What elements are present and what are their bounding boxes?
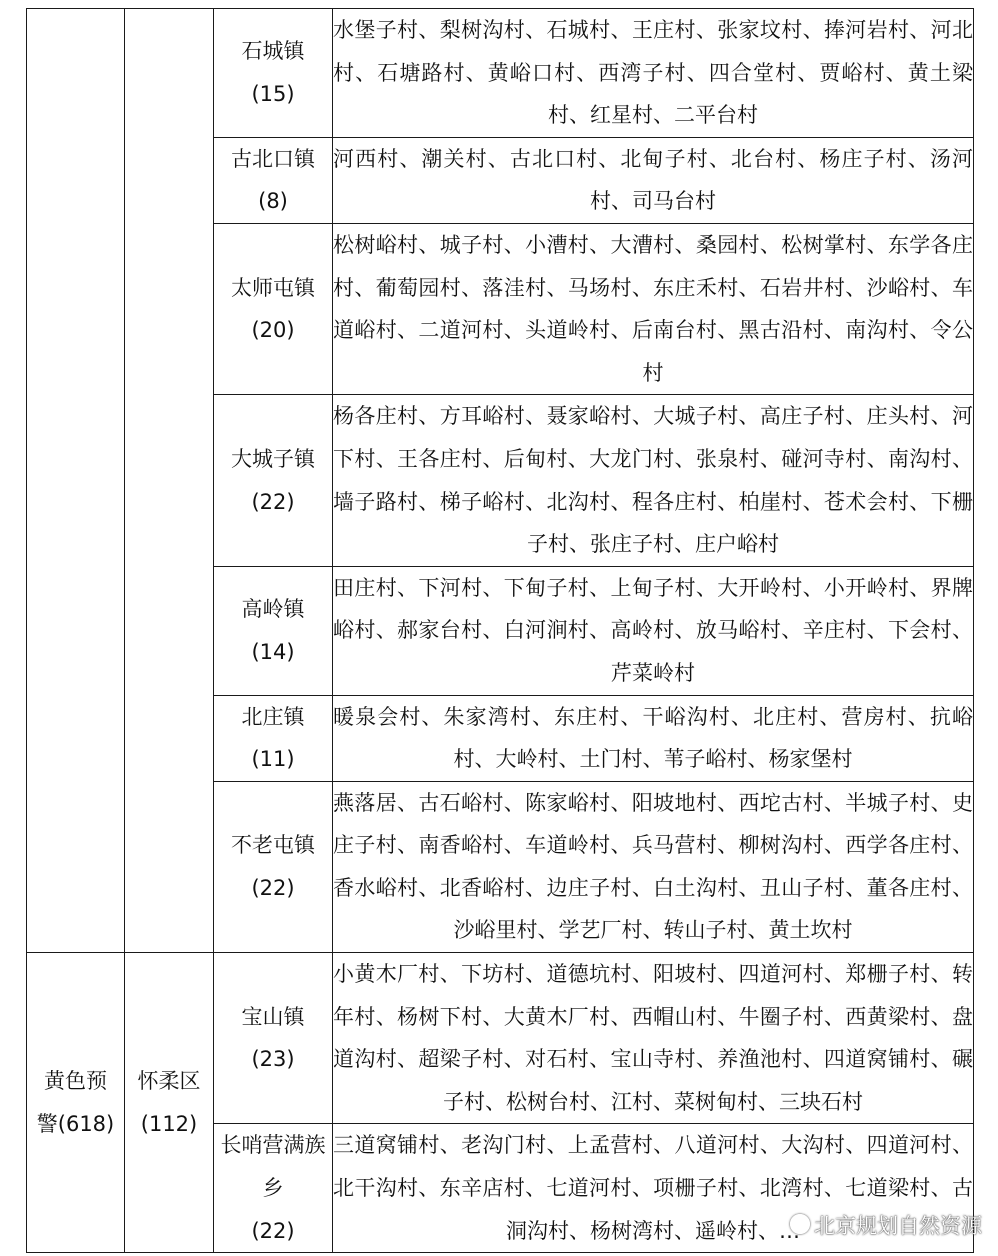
warning-level-line2: 警(618) [36,1111,115,1136]
village-list-table [26,8,974,1253]
warning-level-cell [27,953,125,1253]
town-count: (14) [251,639,295,664]
table-row [27,9,974,138]
town-cell [214,781,333,952]
villages-cell: 小黄木厂村、下坊村、道德坑村、阳坡村、四道河村、郑栅子村、转年村、杨树下村、大黄木厂村、西帽山村、牛圈子村、西黄梁村、盘道沟村、超梁子村、对石村、宝山寺村、养渔池村、四道窝铺村、碾子村、松树台村、江村、菜树甸村、三块石村 [333,953,974,1124]
town-name: 北庄镇 [241,704,305,729]
warning-level-line1: 黄色预 [44,1069,107,1094]
district-count: (112) [140,1111,198,1136]
town-count: (15) [251,81,295,106]
town-count: (11) [251,747,295,772]
watermark-text: 北京规划自然资源 [814,1214,982,1238]
empty-level-cell [27,9,125,953]
town-count: (22) [251,1218,295,1243]
town-count: (23) [251,1047,295,1072]
town-cell [214,1124,333,1253]
town-cell [214,223,333,394]
district-cell [125,953,214,1253]
town-name: 不老屯镇 [231,833,315,858]
town-count: (22) [251,489,295,514]
villages-cell: 水堡子村、梨树沟村、石城村、王庄村、张家坟村、捧河岩村、河北村、石塘路村、黄峪口村、西湾子村、四合堂村、贾峪村、黄土梁村、红星村、二平台村 [333,9,974,138]
town-name: 古北口镇 [231,146,315,171]
villages-cell: 杨各庄村、方耳峪村、聂家峪村、大城子村、高庄子村、庄头村、河下村、王各庄村、后甸村、大龙门村、张泉村、碰河寺村、南沟村、墙子路村、梯子峪村、北沟村、程各庄村、柏崖村、苍术会村、下栅子村、张庄子村、庄户峪村 [333,395,974,566]
town-count: (22) [251,875,295,900]
town-cell [214,695,333,781]
district-name: 怀柔区 [137,1069,201,1094]
town-cell [214,395,333,566]
town-name: 石城镇 [241,39,305,64]
villages-cell: 松树峪村、城子村、小漕村、大漕村、桑园村、松树掌村、东学各庄村、葡萄园村、落洼村、马场村、东庄禾村、石岩井村、沙峪村、车道峪村、二道河村、头道岭村、后南台村、黑古沿村、南沟村、令公村 [333,223,974,394]
town-name: 大城子镇 [231,446,315,471]
town-count: (8) [258,189,288,214]
town-name: 太师屯镇 [231,275,315,300]
town-name: 宝山镇 [241,1004,305,1029]
village-list-table-container [26,8,973,1248]
watermark [790,1210,982,1240]
town-count: (20) [251,318,295,343]
town-cell [214,566,333,695]
table-row [27,953,974,1124]
town-cell [214,137,333,223]
town-name: 高岭镇 [241,597,305,622]
villages-cell: 燕落居、古石峪村、陈家峪村、阳坡地村、西坨古村、半城子村、史庄子村、南香峪村、车道岭村、兵马营村、柳树沟村、西学各庄村、香水峪村、北香峪村、边庄子村、白土沟村、丑山子村、董各庄村、沙峪里村、学艺厂村、转山子村、黄土坎村 [333,781,974,952]
town-cell [214,953,333,1124]
villages-cell: 暖泉会村、朱家湾村、东庄村、干峪沟村、北庄村、营房村、抗峪村、大岭村、土门村、苇子峪村、杨家堡村 [333,695,974,781]
town-name: 长哨营满族乡 [220,1133,326,1201]
villages-cell: 三道窝铺村、老沟门村、上孟营村、八道河村、大沟村、四道河村、北干沟村、东辛店村、七道河村、项栅子村、北湾村、七道梁村、古洞沟村、杨树湾村、遥岭村、… [333,1124,974,1253]
empty-district-cell [125,9,214,953]
town-cell [214,9,333,138]
weibo-icon [790,1214,810,1234]
villages-cell: 田庄村、下河村、下甸子村、上甸子村、大开岭村、小开岭村、界牌峪村、郝家台村、白河涧村、高岭村、放马峪村、辛庄村、下会村、芹菜岭村 [333,566,974,695]
villages-cell: 河西村、潮关村、古北口村、北甸子村、北台村、杨庄子村、汤河村、司马台村 [333,137,974,223]
